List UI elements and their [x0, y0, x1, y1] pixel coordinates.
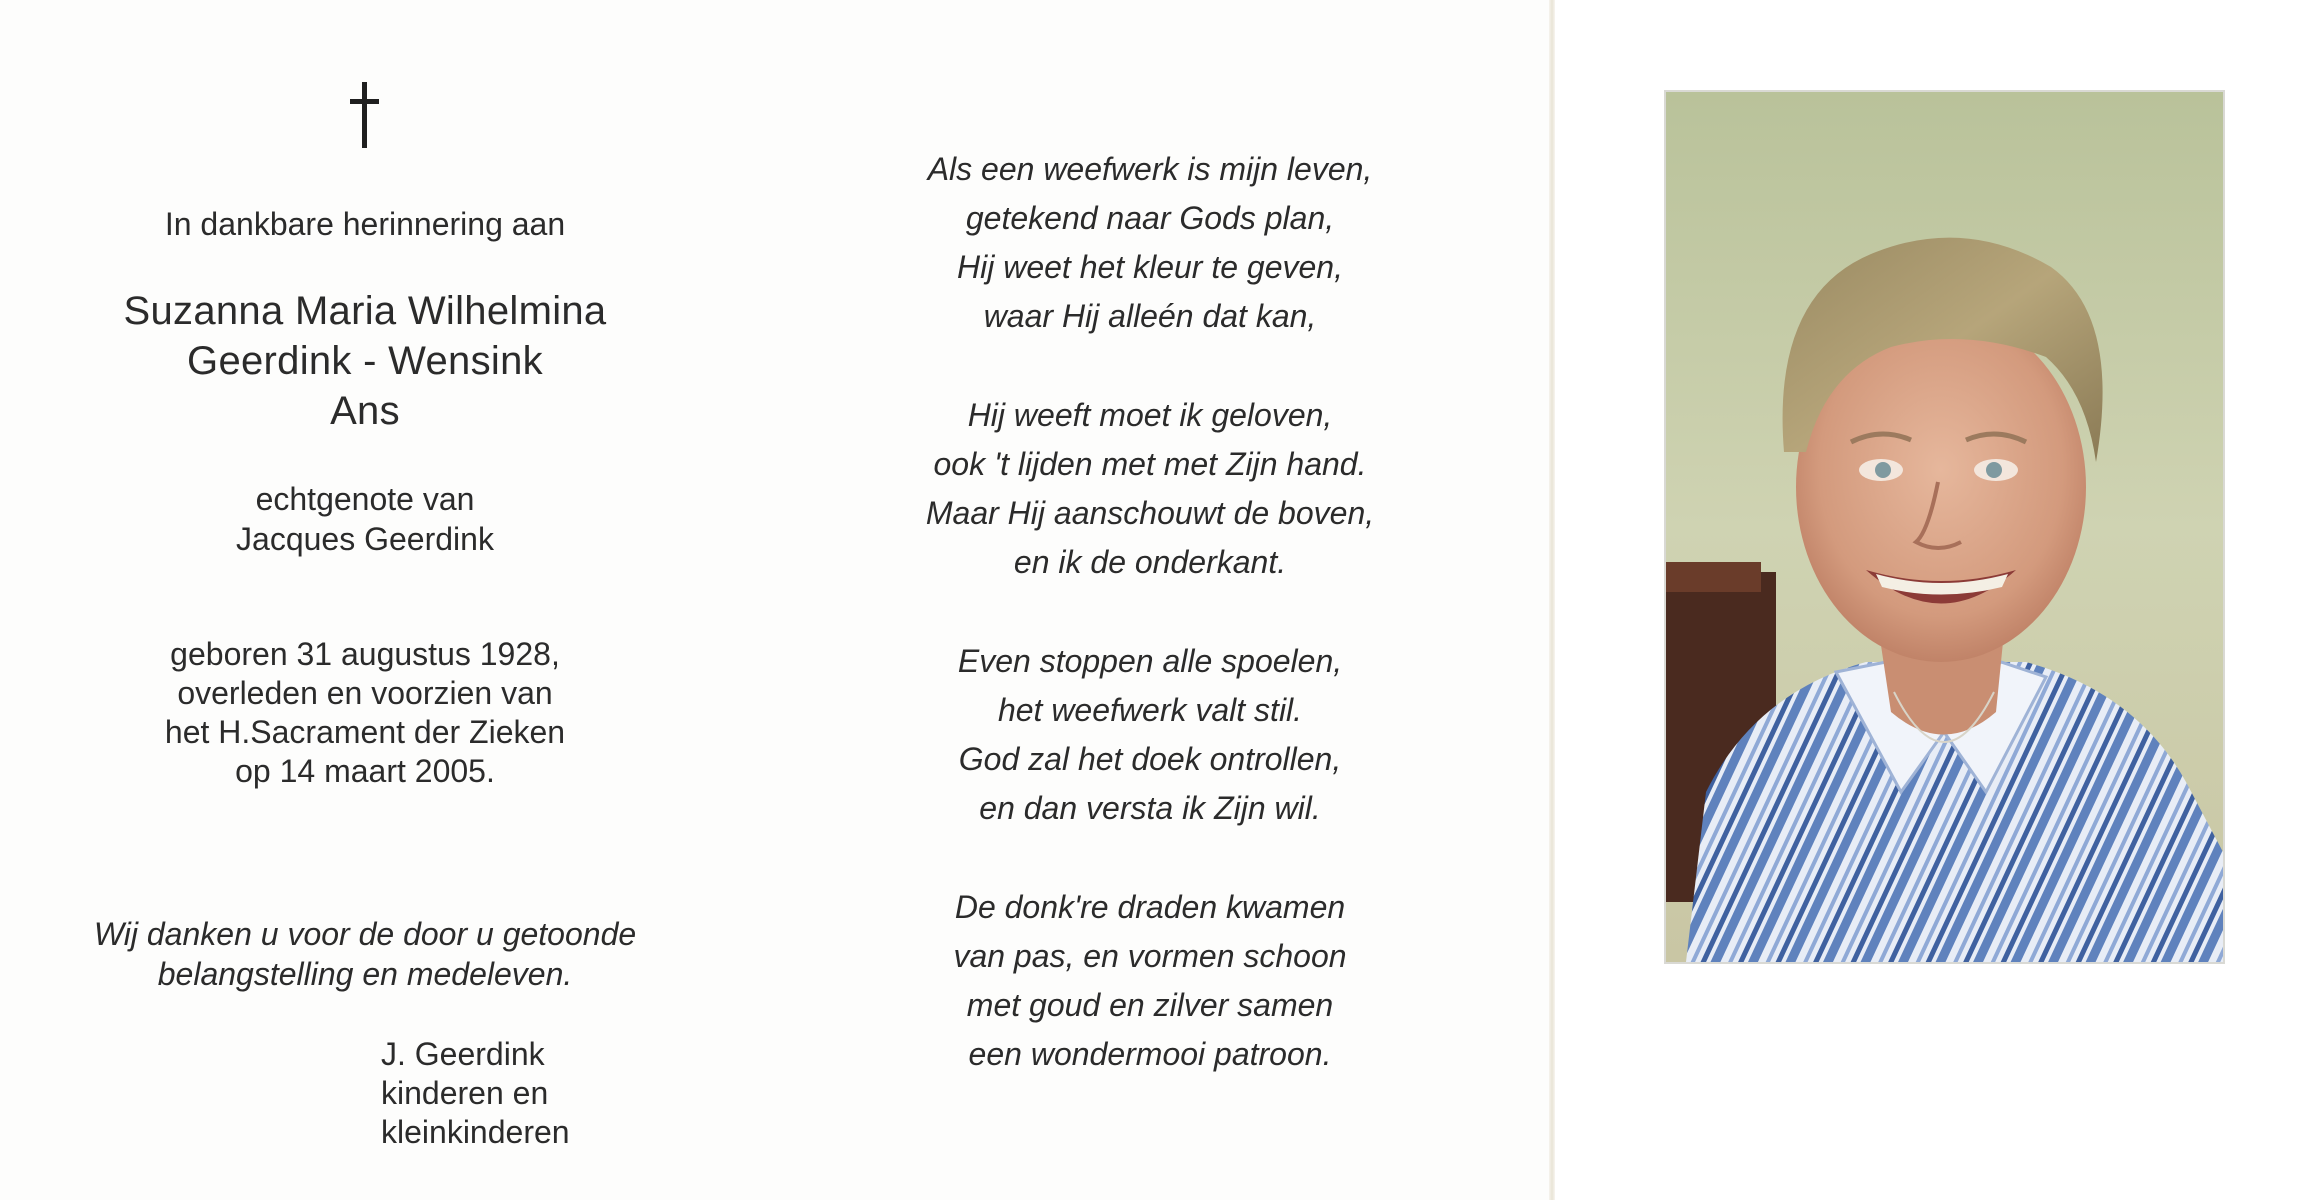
life-dates [115, 635, 615, 791]
poem-stanza [880, 145, 1420, 341]
poem-line: Maar Hij aanschouwt de boven, [925, 495, 1375, 531]
portrait-photo [1664, 90, 2225, 964]
poem-line: en dan versta ik Zijn wil. [979, 790, 1321, 826]
poem-line: God zal het doek ontrollen, [958, 741, 1342, 777]
thanks-line: belangstelling en medeleven. [157, 956, 573, 992]
poem-line: van pas, en vormen schoon [953, 938, 1347, 974]
poem-line: met goud en zilver samen [966, 987, 1334, 1023]
poem [880, 145, 1420, 1129]
spouse-info [165, 479, 565, 559]
deceased-name [60, 286, 670, 436]
poem-line: Even stoppen alle spoelen, [957, 643, 1343, 679]
poem-line: en ik de onderkant. [1013, 544, 1287, 580]
poem-line: ook 't lijden met met Zijn hand. [933, 446, 1367, 482]
spouse-name: Jacques Geerdink [236, 521, 494, 557]
poem-stanza [880, 883, 1420, 1079]
poem-line: Hij weet het kleur te geven, [957, 249, 1343, 285]
thanks-line: Wij danken u voor de door u getoonde [93, 916, 637, 952]
poem-line: Hij weeft moet ik geloven, [967, 397, 1333, 433]
poem-line: Als een weefwerk is mijn leven, [927, 151, 1373, 187]
thanks-message [60, 914, 670, 994]
poem-line: een wondermooi patroon. [968, 1036, 1332, 1072]
death-line: overleden en voorzien van [177, 675, 553, 711]
signoff-line: kinderen en [381, 1075, 549, 1111]
poem-stanza [880, 637, 1420, 833]
intro-text: In dankbare herinnering aan [164, 206, 566, 242]
signoff-line: kleinkinderen [381, 1114, 570, 1150]
poem-line: De donk're draden kwamen [954, 889, 1346, 925]
cross-icon [345, 82, 385, 148]
nickname-line: Ans [330, 389, 400, 433]
death-date-line: op 14 maart 2005. [235, 753, 495, 789]
signoff [381, 1035, 570, 1152]
signoff-line: J. Geerdink [381, 1036, 545, 1072]
poem-line: getekend naar Gods plan, [965, 200, 1335, 236]
poem-line: waar Hij alleén dat kan, [983, 298, 1317, 334]
married-name-line: Geerdink - Wensink [187, 339, 543, 383]
sacrament-line: het H.Sacrament der Zieken [164, 714, 566, 750]
full-name-line: Suzanna Maria Wilhelmina [123, 289, 607, 333]
birth-line: geboren 31 augustus 1928, [170, 636, 560, 672]
poem-stanza [880, 391, 1420, 587]
spouse-label: echtgenote van [255, 481, 475, 517]
poem-line: het weefwerk valt stil. [997, 692, 1303, 728]
